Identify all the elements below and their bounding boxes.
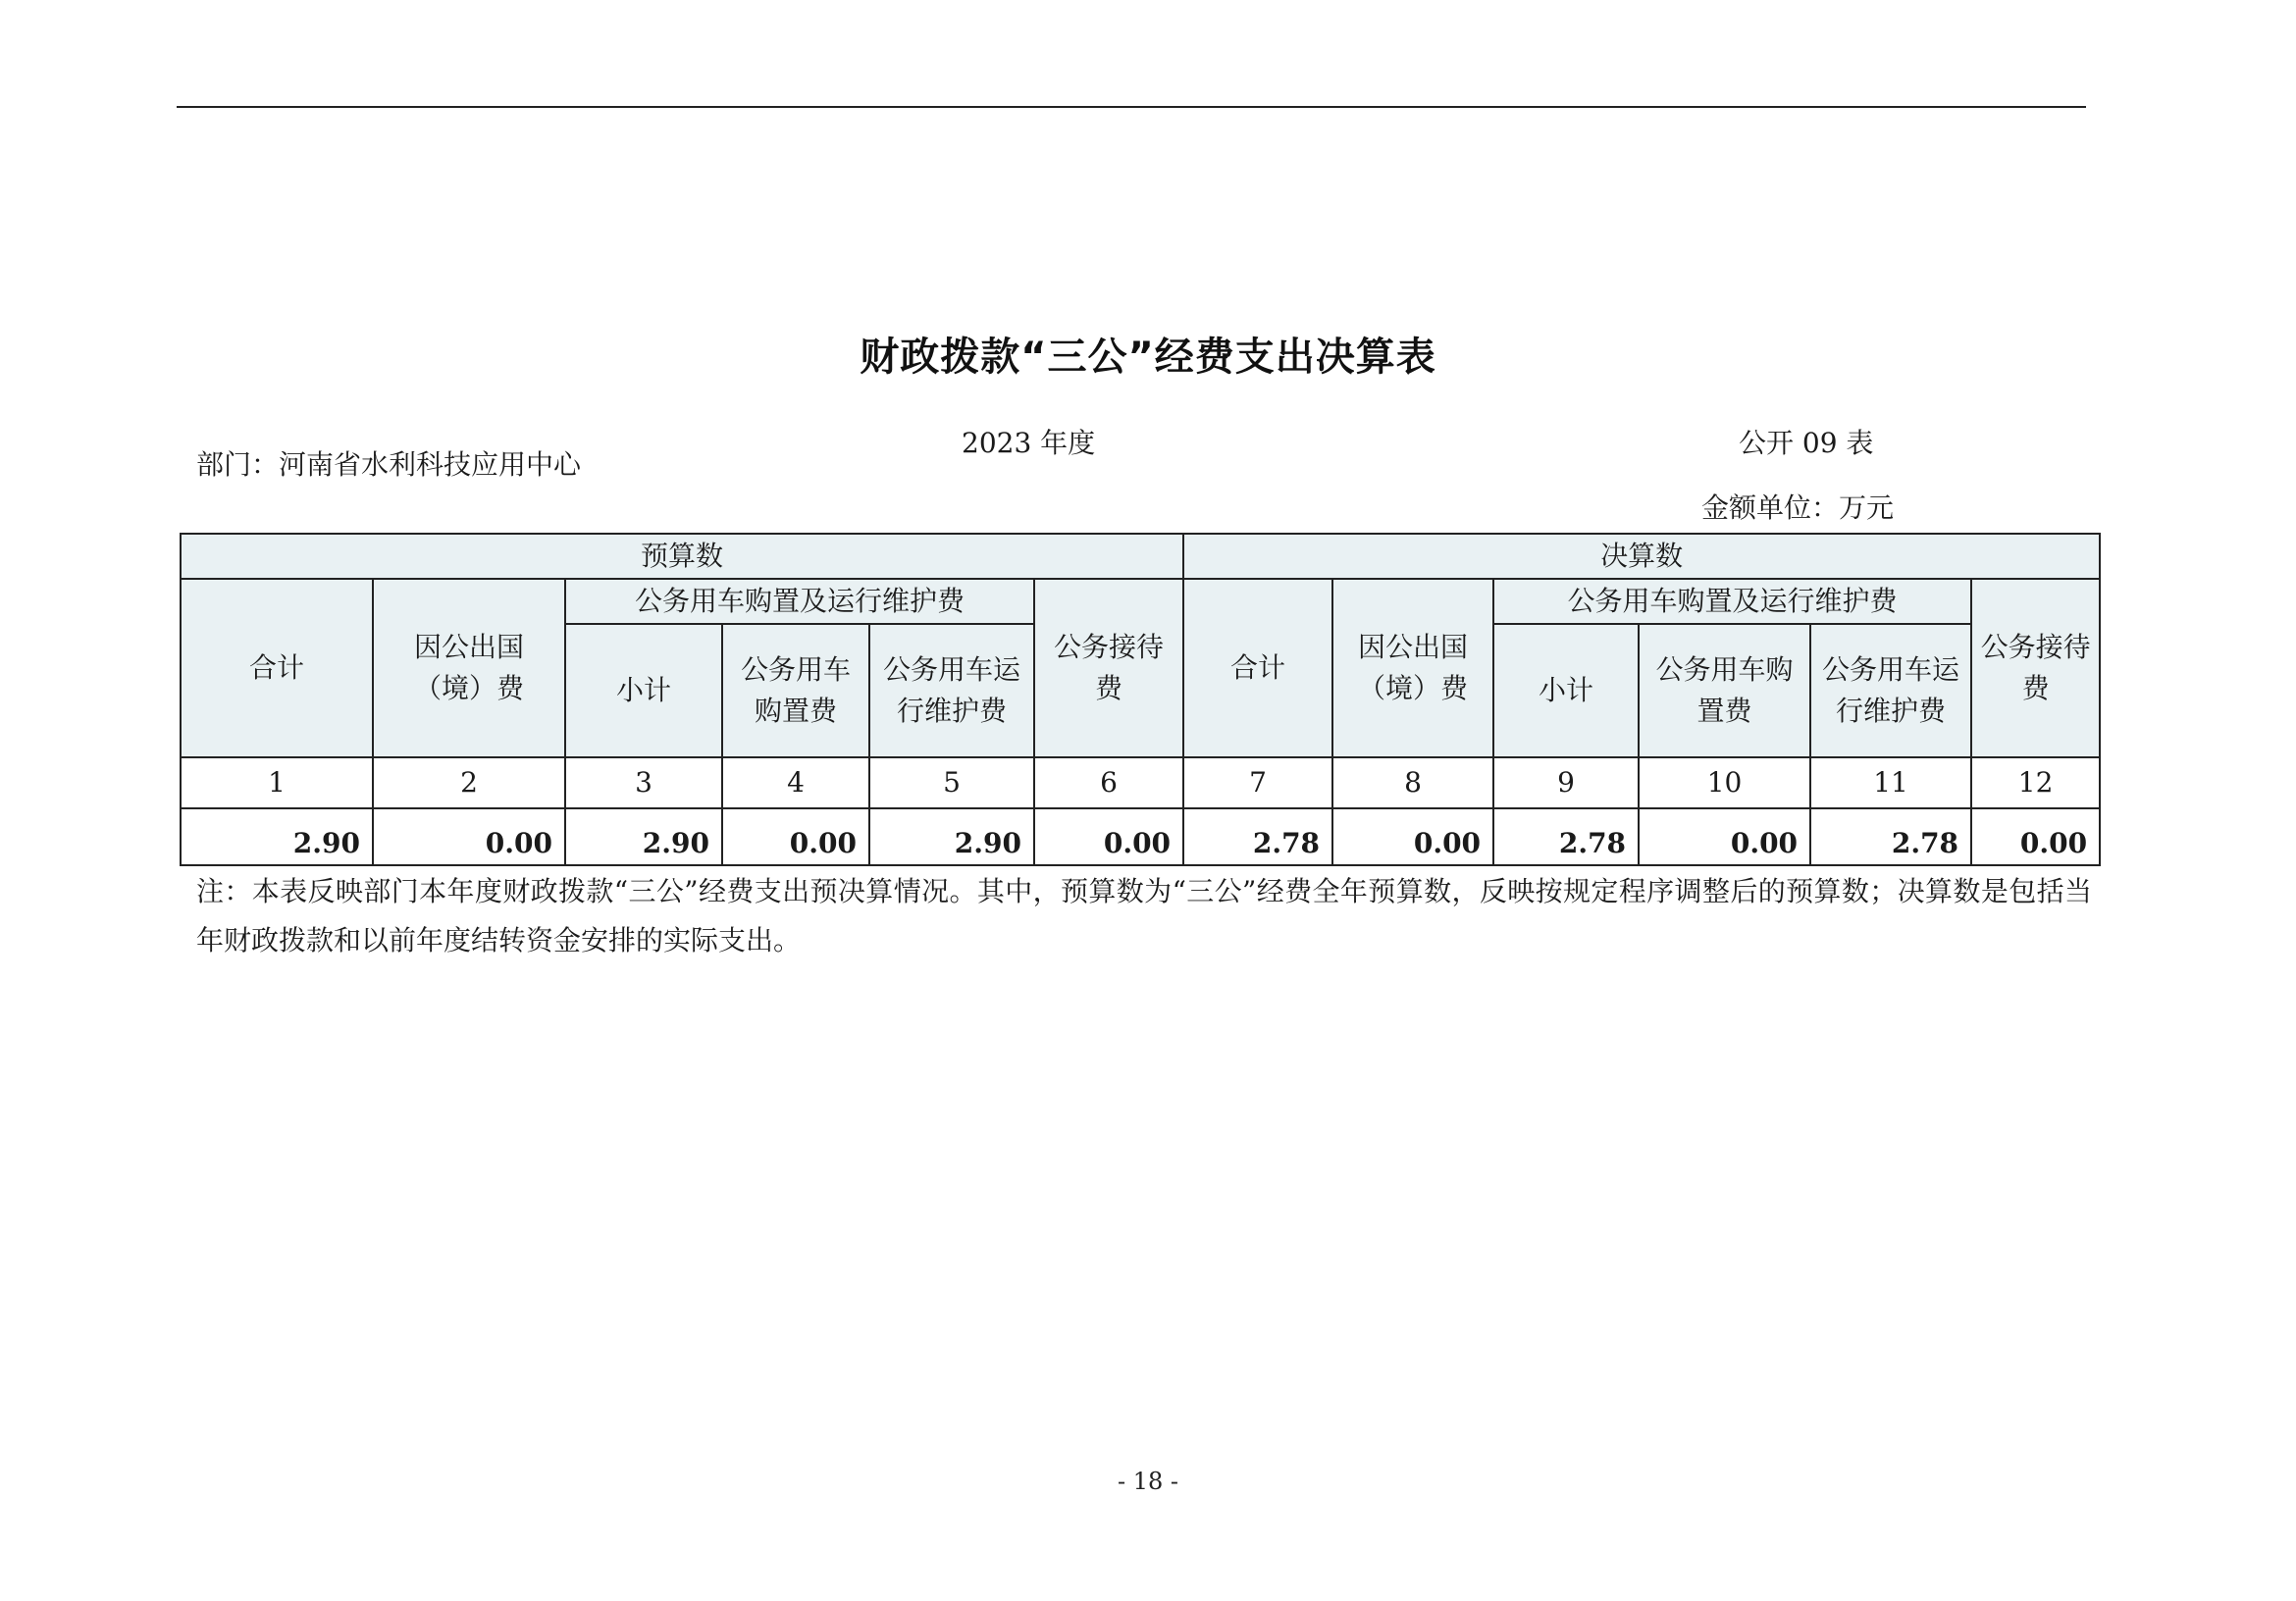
value-cell: 0.00 xyxy=(722,808,869,865)
column-number: 8 xyxy=(1332,757,1493,808)
final-vehicle-operation-header: 公务用车运行维护费 xyxy=(1810,624,1971,757)
column-number: 4 xyxy=(722,757,869,808)
final-reception-header: 公务接待费 xyxy=(1971,579,2100,757)
page-title: 财政拨款“三公”经费支出决算表 xyxy=(860,335,1436,380)
amount-unit: 金额单位：万元 xyxy=(1701,491,1895,524)
budget-vehicle-purchase-header: 公务用车购置费 xyxy=(722,624,869,757)
budget-abroad-header: 因公出国（境）费 xyxy=(373,579,565,757)
footnote: 注：本表反映部门本年度财政拨款“三公”经费支出预决算情况。其中，预算数为“三公”经费全年预算数，反映按规定程序调整后的预算数；决算数是包括当年财政拨款和以前年度结转资金安排的实际支出。 xyxy=(196,875,2092,956)
final-group-header: 决算数 xyxy=(1183,534,2100,579)
value-cell: 0.00 xyxy=(1034,808,1183,865)
budget-vehicle-group-header: 公务用车购置及运行维护费 xyxy=(565,579,1034,624)
column-number: 9 xyxy=(1493,757,1639,808)
column-number: 6 xyxy=(1034,757,1183,808)
value-cell: 2.90 xyxy=(869,808,1034,865)
value-cell: 2.90 xyxy=(181,808,373,865)
table-code: 公开 09 表 xyxy=(1739,427,1874,459)
column-number: 2 xyxy=(373,757,565,808)
column-number: 12 xyxy=(1971,757,2100,808)
column-number: 5 xyxy=(869,757,1034,808)
column-number: 10 xyxy=(1639,757,1810,808)
column-number: 1 xyxy=(181,757,373,808)
column-number: 11 xyxy=(1810,757,1971,808)
department-label: 部门：河南省水利科技应用中心 xyxy=(196,448,582,481)
value-cell: 2.90 xyxy=(565,808,722,865)
budget-subtotal-header: 小计 xyxy=(565,624,722,757)
value-cell: 2.78 xyxy=(1183,808,1332,865)
final-abroad-header: 因公出国（境）费 xyxy=(1332,579,1493,757)
final-subtotal-header: 小计 xyxy=(1493,624,1639,757)
final-total-header: 合计 xyxy=(1183,579,1332,757)
final-vehicle-group-header: 公务用车购置及运行维护费 xyxy=(1493,579,1971,624)
final-vehicle-purchase-header: 公务用车购置费 xyxy=(1639,624,1810,757)
budget-reception-header: 公务接待费 xyxy=(1034,579,1183,757)
column-number: 3 xyxy=(565,757,722,808)
page-number: - 18 - xyxy=(1117,1468,1178,1495)
top-rule xyxy=(177,106,2086,108)
fiscal-year: 2023 年度 xyxy=(962,427,1096,459)
value-cell: 2.78 xyxy=(1493,808,1639,865)
value-cell: 0.00 xyxy=(1971,808,2100,865)
value-cell: 0.00 xyxy=(1639,808,1810,865)
budget-total-header: 合计 xyxy=(181,579,373,757)
budget-group-header: 预算数 xyxy=(181,534,1183,579)
value-cell: 2.78 xyxy=(1810,808,1971,865)
value-cell: 0.00 xyxy=(373,808,565,865)
value-cell: 0.00 xyxy=(1332,808,1493,865)
column-number: 7 xyxy=(1183,757,1332,808)
budget-vehicle-operation-header: 公务用车运行维护费 xyxy=(869,624,1034,757)
three-public-expenses-table xyxy=(180,533,2101,866)
